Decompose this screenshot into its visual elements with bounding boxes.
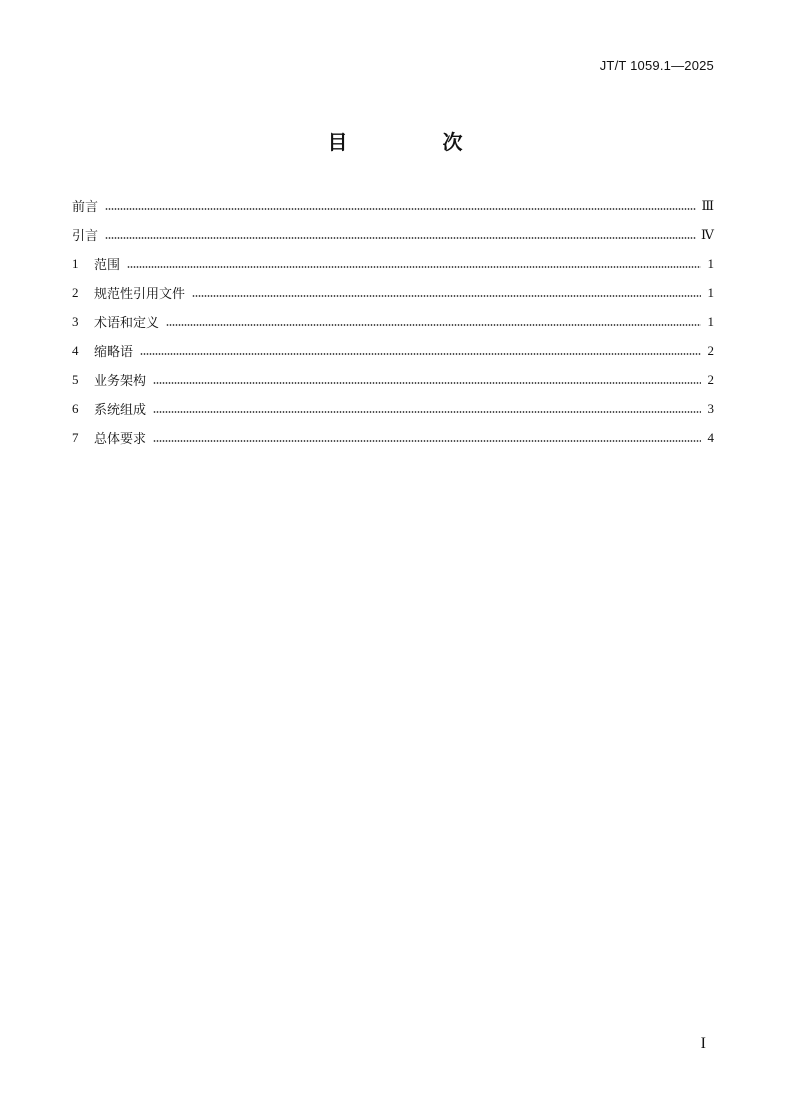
toc-entry-text: 引言 [72,229,99,244]
toc-entry-text: 缩略语 [94,345,134,360]
toc-entry-text: 前言 [72,200,99,215]
toc-entry-text: 术语和定义 [94,316,160,331]
toc-entry-scope[interactable] [72,249,714,278]
toc-entry-page: 1 [707,313,714,329]
dot-leader [140,353,701,355]
toc-entry-introduction[interactable] [72,220,714,249]
toc-title: 目 次 [327,130,507,154]
toc-entry-number: 7 [72,429,79,445]
toc-entry-page: Ⅳ [701,226,714,242]
dot-leader [153,411,701,413]
toc-entry-text: 业务架构 [94,374,147,389]
dot-leader [127,266,701,268]
toc-entry-page: 1 [707,255,714,271]
toc-entry-foreword[interactable] [72,191,714,220]
toc-entry-abbreviations[interactable] [72,336,714,365]
dot-leader [166,324,701,326]
toc-entry-page: 1 [707,284,714,300]
dot-leader [192,295,701,297]
toc-entry-terms-definitions[interactable] [72,307,714,336]
toc-entry-system-composition[interactable] [72,394,714,423]
document-code: JT/T 1059.1—2025 [599,58,714,73]
toc-entry-text: 规范性引用文件 [94,287,186,302]
toc-entry-text: 总体要求 [94,432,147,447]
toc-entry-page: Ⅲ [701,197,714,213]
dot-leader [153,440,701,442]
page-number: I [700,1035,706,1052]
toc-entry-number: 3 [72,313,79,329]
toc-entry-page: 2 [707,342,714,358]
toc-entry-number: 5 [72,371,79,387]
dot-leader [105,208,696,210]
table-of-contents [72,191,714,452]
toc-entry-page: 4 [707,429,714,445]
toc-entry-text: 范围 [94,258,121,273]
toc-entry-number: 4 [72,342,79,358]
dot-leader [153,382,701,384]
toc-entry-number: 6 [72,400,79,416]
toc-entry-business-architecture[interactable] [72,365,714,394]
toc-entry-normative-references[interactable] [72,278,714,307]
toc-entry-text: 系统组成 [94,403,147,418]
toc-entry-general-requirements[interactable] [72,423,714,452]
toc-entry-page: 3 [707,400,714,416]
toc-entry-number: 2 [72,284,79,300]
toc-entry-number: 1 [72,255,79,271]
dot-leader [105,237,696,239]
toc-entry-page: 2 [707,371,714,387]
